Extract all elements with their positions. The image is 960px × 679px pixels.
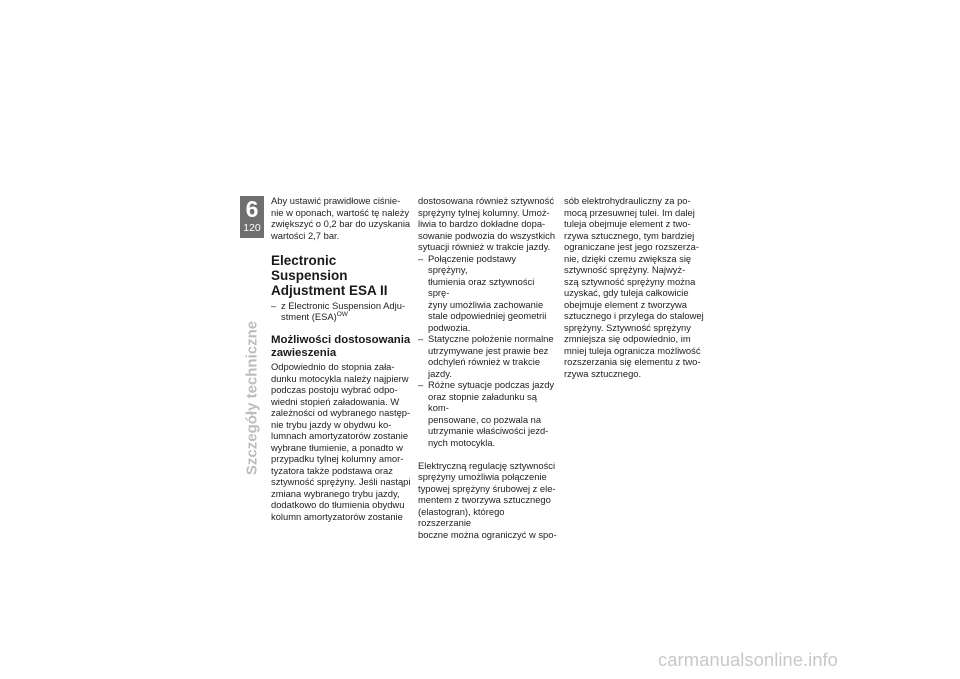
dash-bullet: – bbox=[418, 252, 424, 264]
dash-bullet: – bbox=[418, 333, 424, 344]
intro-paragraph: Aby ustawić prawidłowe ciśnie- nie w oponach, wartość tę należy zwiększyć o 0,2 bar do uzyskania wartości 2,7 bar. bbox=[271, 195, 411, 241]
list-item-text: Statyczne położenie normalne utrzymywane jest prawie bez odchyleń również w trakcie jazdy. bbox=[428, 333, 554, 379]
continuation-paragraph: dostosowana również sztywność sprężyny tylnej kolumny. Umoż- liwia to bardzo dokładne dopa- sowanie podwozia do wszystkich sytuacji również w trakcie jazdy. bbox=[418, 195, 556, 252]
body-paragraph: Elektryczną regulację sztywności sprężyny umożliwia połączenie typowej sprężyny śrubowej z ele- mentem z tworzywa sztucznego (elastogran), którego rozszerzanie boczne można ograniczyć w spo- bbox=[418, 459, 557, 540]
body-paragraph: Odpowiednio do stopnia zała- dunku motocykla należy najpierw podczas postoju wybrać odpo- wiedni stopień załadowania. W zależności od wybranego następ- nie trybu jazdy w obydwu ko- lumnach amortyzatorów zostanie wybrane tłumienie, a ponadto w przypadku tylnej kolumny amor- tyzatora także podstawa oraz sztywność sprężyny. Jeśli nastąpi zmiana wybranego trybu jazdy, dodatkowo do tłumienia obydwu kolumn amortyzatorów zostanie bbox=[271, 361, 411, 522]
list-item-text: Różne sytuacje podczas jazdy oraz stopnie załadunku są kom- pensowane, co pozwala na utrzymanie właściwości jezd- nych motocykla. bbox=[428, 379, 555, 448]
subsection-heading-adjustment: Możliwości dostosowania zawieszenia bbox=[271, 334, 411, 359]
body-paragraph: sób elektrohydrauliczny za po- mocą przesuwnej tulei. Im dalej tuleja obejmuje element z two- rzywa sztucznego, tym bardziej ograniczane jest jego rozszerza- nie, dzięki czemu zwiększa się sztywność sprężyny. Najwyż- szą sztywność sprężyny można uzyskać, gdy tuleja całkowicie obejmuje element z tworzywa sztucznego i przylega do stalowej sprężyny. Sztywność sprężyny zmniejsza się odpowiednio, im mniej tuleja ogranicza możliwość rozszerzania się elementu z two- rzywa sztucznego. bbox=[564, 195, 704, 379]
equipment-note bbox=[271, 300, 411, 323]
watermark: carmanualsonline.info bbox=[658, 649, 838, 670]
chapter-title-vertical: Szczegóły techniczne bbox=[243, 320, 261, 476]
text-column-3 bbox=[564, 195, 704, 379]
chapter-number: 6 bbox=[245, 196, 259, 222]
list-item bbox=[418, 379, 558, 448]
equipment-note-text: z Electronic Suspension Adju- stment (ESA) bbox=[281, 299, 406, 322]
text-column-2 bbox=[418, 195, 558, 540]
text-column-1 bbox=[271, 195, 411, 522]
list-item bbox=[418, 253, 558, 334]
dash-bullet: – bbox=[418, 379, 424, 390]
equipment-code: OW bbox=[336, 311, 348, 318]
page-number: 120 bbox=[243, 222, 261, 234]
list-item bbox=[418, 333, 558, 379]
dash-bullet: – bbox=[271, 299, 277, 311]
section-heading-esa: Electronic Suspension Adjustment ESA II bbox=[271, 252, 388, 298]
chapter-tab bbox=[240, 196, 264, 238]
list-item-text: Połączenie podstawy sprężyny, tłumienia oraz sztywności sprę- żyny umożliwia zachowanie stale odpowiedniej geometrii podwozia. bbox=[428, 252, 547, 333]
